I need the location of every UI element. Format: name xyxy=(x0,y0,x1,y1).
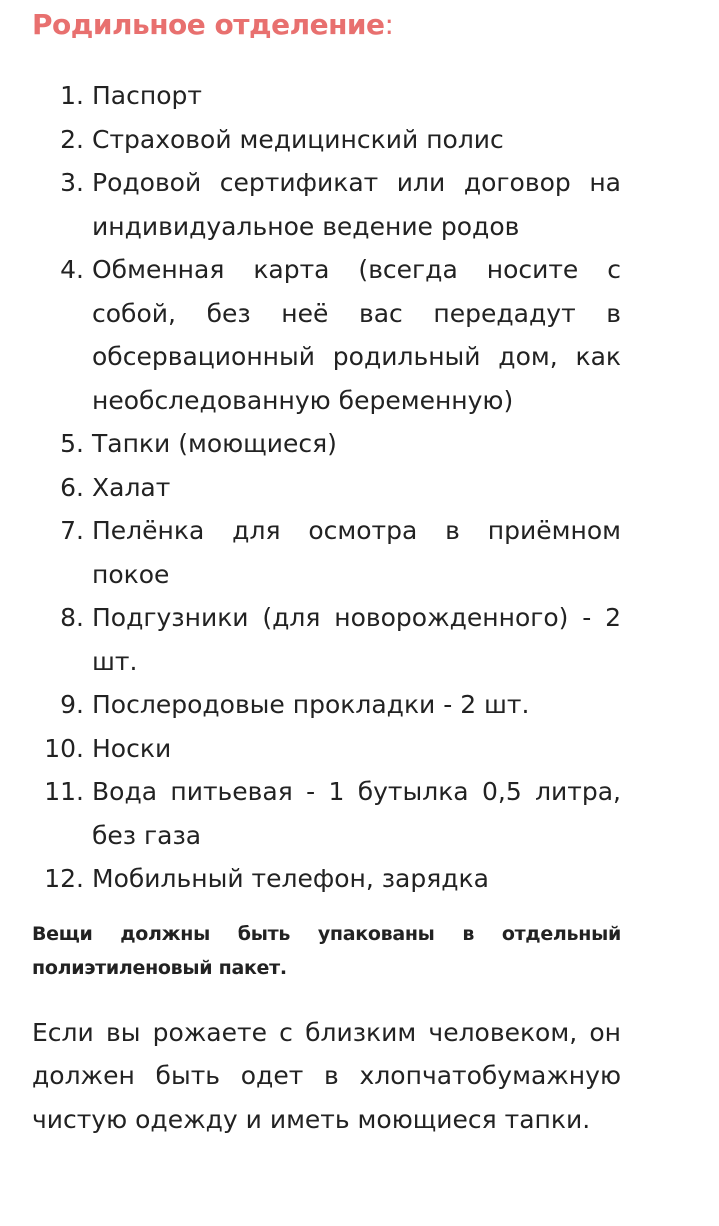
list-item-text: Носки xyxy=(92,733,172,763)
list-item-number: 4. xyxy=(60,255,84,284)
list-item xyxy=(32,161,621,248)
documents-list xyxy=(32,74,621,901)
list-item-text: Послеродовые прокладки - 2 шт. xyxy=(92,690,530,719)
companion-paragraph: Если вы рожаете с близким человеком, он должен быть одет в хлопчатобумажную чистую одежду и иметь моющиеся тапки. xyxy=(32,1017,621,1134)
list-item xyxy=(32,118,621,162)
list-item-number: 7. xyxy=(60,516,84,545)
list-item-text: Обменная карта (всегда носите с собой, без неё вас передадут в обсервационный родильный дом, как необследованную беременную) xyxy=(92,255,621,415)
list-item xyxy=(32,509,621,596)
list-item xyxy=(32,74,621,118)
list-item xyxy=(32,727,621,771)
list-item xyxy=(32,857,621,901)
list-item xyxy=(32,683,621,727)
section-heading-colon: : xyxy=(384,8,394,41)
list-item xyxy=(32,422,621,466)
section-heading-title: Родильное отделение xyxy=(32,8,385,41)
list-item-number: 11. xyxy=(44,777,84,806)
list-item-text: Халат xyxy=(92,472,171,502)
list-item xyxy=(32,596,621,683)
list-item-text: Мобильный телефон, зарядка xyxy=(92,864,489,893)
list-item-number: 6. xyxy=(60,472,84,502)
list-item-text: Подгузники (для новорожденного) - 2 шт. xyxy=(92,603,621,676)
list-item xyxy=(32,770,621,857)
list-item-text: Вода питьевая - 1 бутылка 0,5 литра, без газа xyxy=(92,777,621,850)
list-item-text: Родовой сертификат или договор на индивидуальное ведение родов xyxy=(92,168,621,241)
list-item-text: Пелёнка для осмотра в приёмном покое xyxy=(92,516,621,589)
list-item-number: 2. xyxy=(60,124,84,154)
list-item xyxy=(32,466,621,510)
list-item-number: 12. xyxy=(44,864,84,893)
article-content xyxy=(0,6,719,1226)
list-item-number: 8. xyxy=(60,603,84,632)
list-item-number: 1. xyxy=(60,81,84,110)
list-item-text: Паспорт xyxy=(92,81,202,110)
list-item-text: Страховой медицинский полис xyxy=(92,124,504,154)
list-item-number: 9. xyxy=(60,690,84,719)
list-item-number: 10. xyxy=(44,733,84,763)
list-item xyxy=(32,248,621,422)
packing-note: Вещи должны быть упакованы в отдельный полиэтиленовый пакет. xyxy=(32,922,621,979)
list-item-text: Тапки (моющиеся) xyxy=(92,429,337,458)
list-item-number: 3. xyxy=(60,168,84,197)
section-heading xyxy=(32,6,621,44)
list-item-number: 5. xyxy=(60,429,84,458)
